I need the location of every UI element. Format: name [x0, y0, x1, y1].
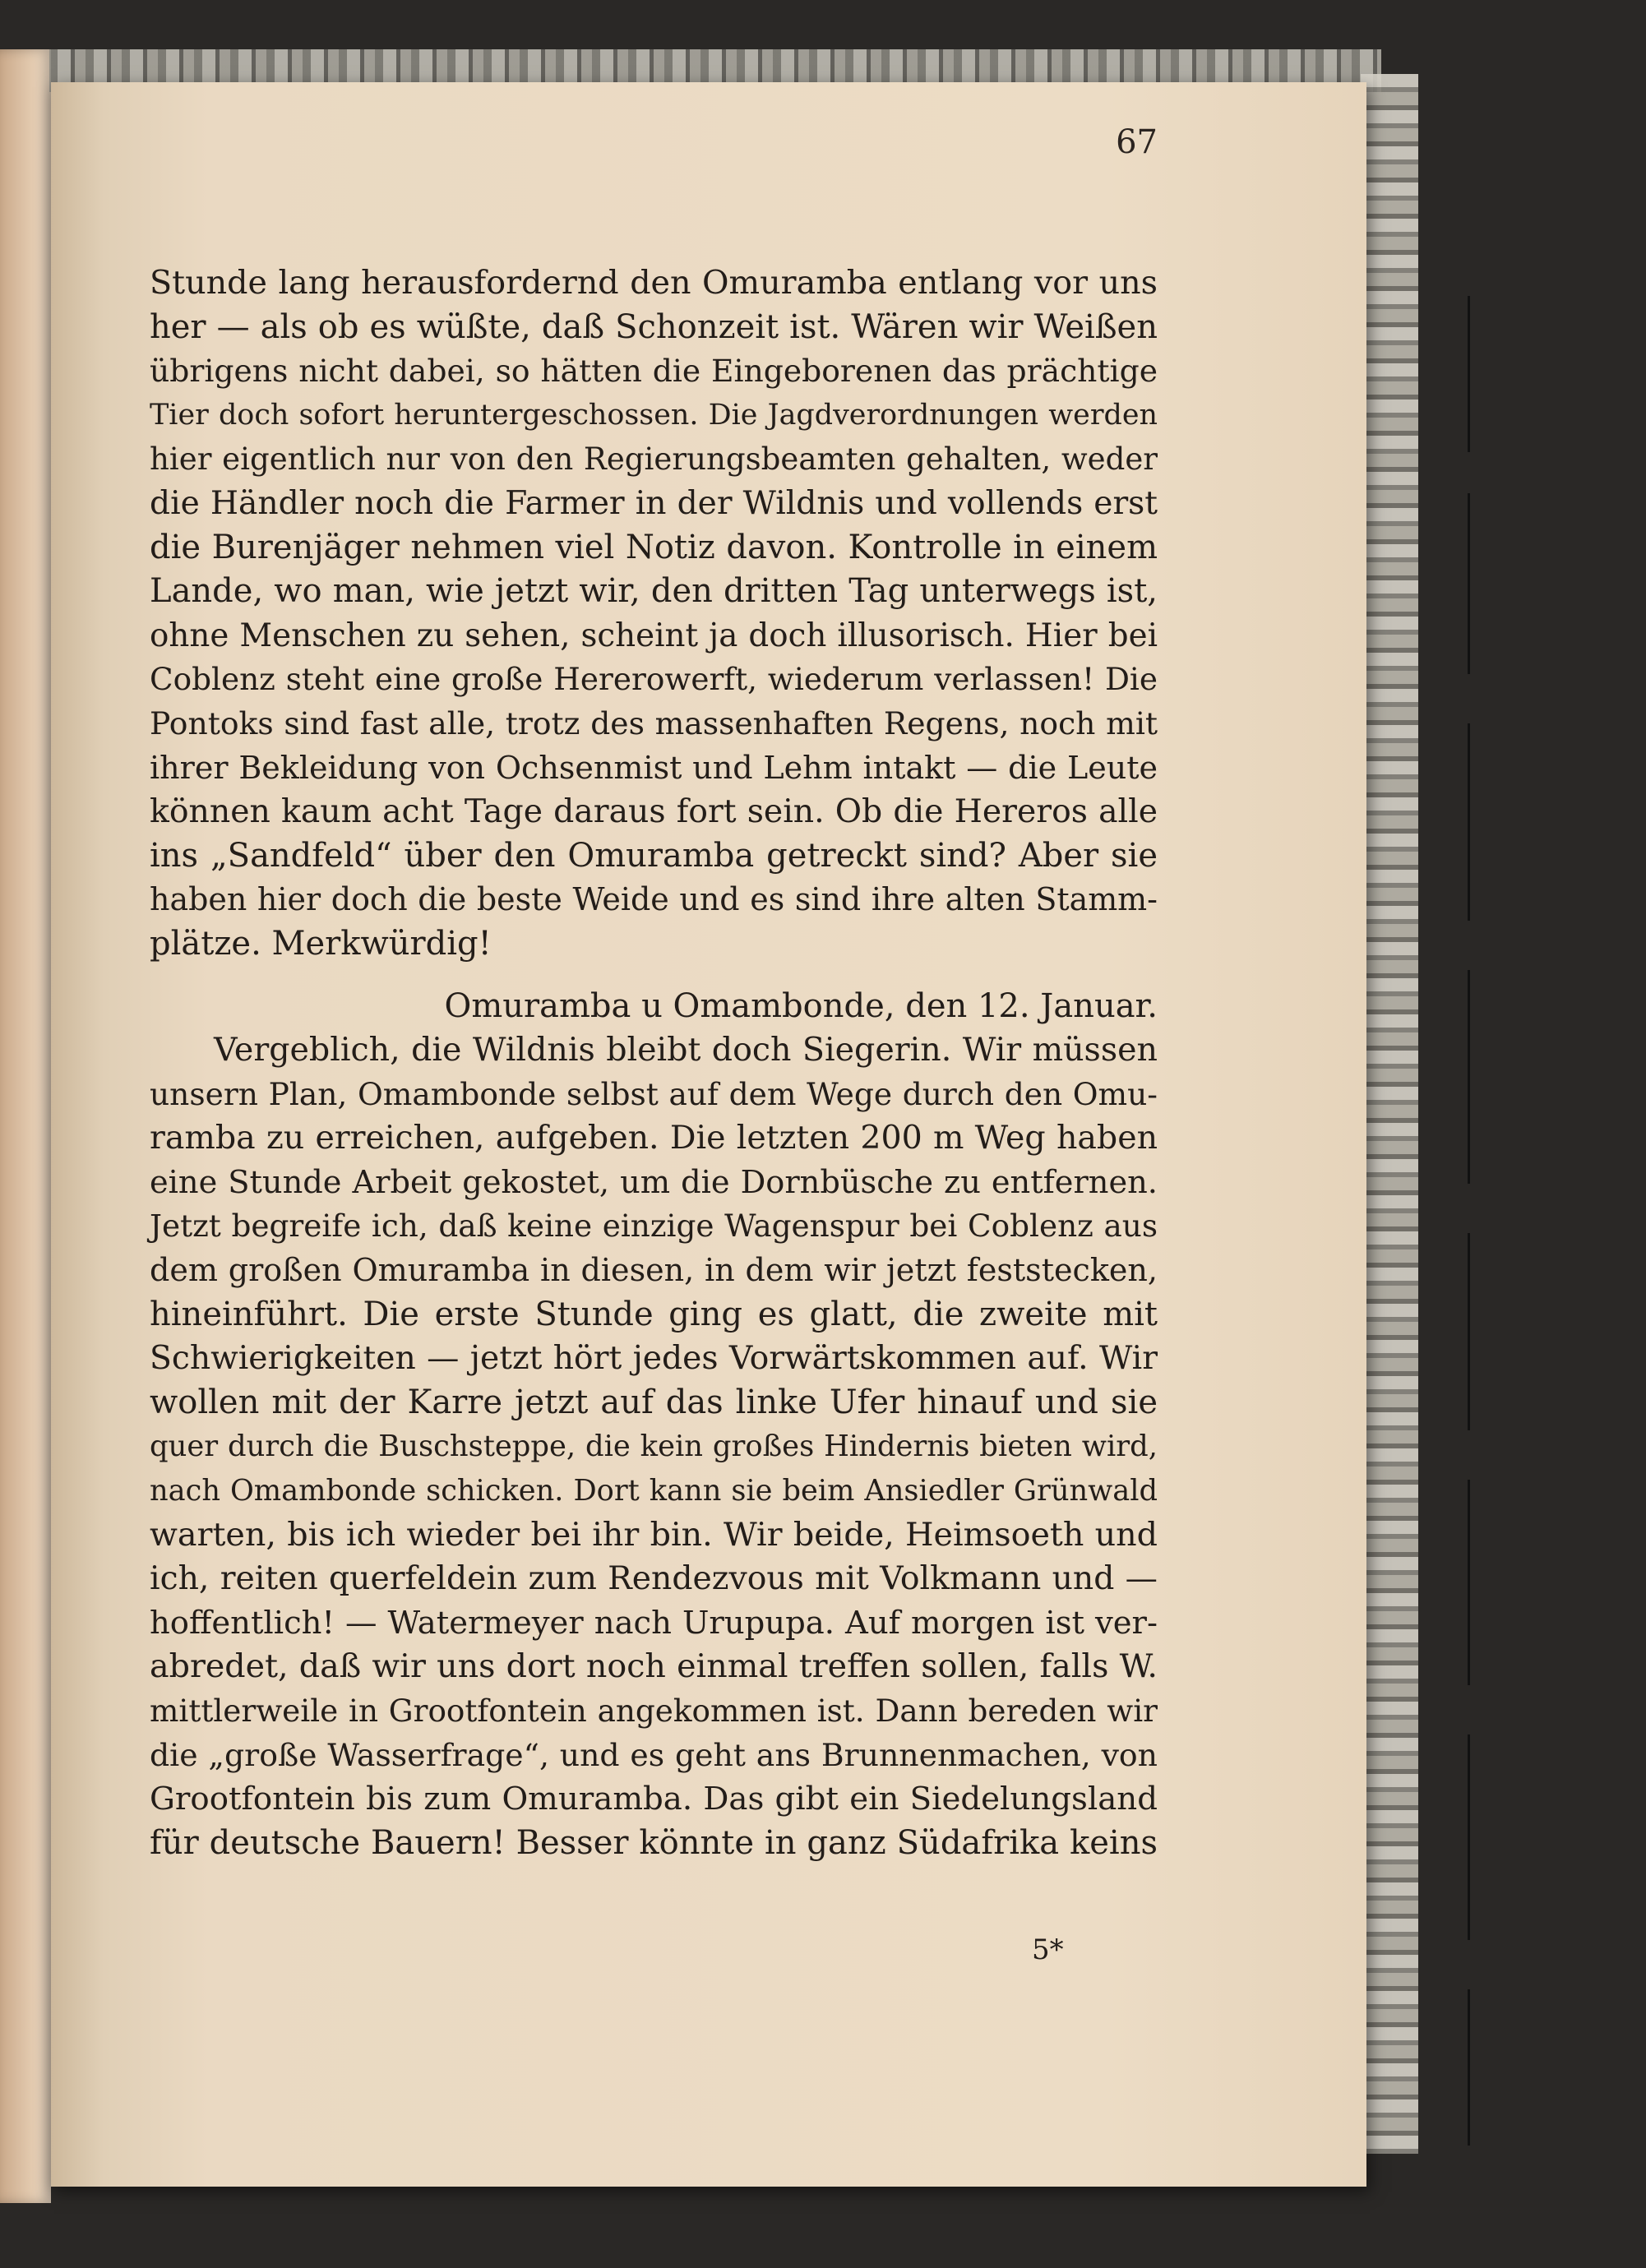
text-line: Jetzt begreife ich, daß keine einzige Wagenspur bei Coblenz aus: [150, 1208, 1158, 1245]
page-text: [150, 261, 1158, 1865]
text-line: Coblenz steht eine große Hererowerft, wiederum verlassen! Die: [150, 661, 1158, 698]
text-line: Tier doch sofort heruntergeschossen. Die Jagdverordnungen werden: [150, 398, 1158, 432]
text-line: ramba zu erreichen, aufgeben. Die letzten 200 m Weg haben: [150, 1119, 1158, 1157]
text-line: ich, reiten querfeldein zum Rendezvous mit Volkmann und —: [150, 1560, 1158, 1598]
text-line: Grootfontein bis zum Omuramba. Das gibt ein Siedelungsland: [150, 1781, 1158, 1818]
text-line: nach Omambonde schicken. Dort kann sie beim Ansiedler Grünwald: [150, 1474, 1158, 1508]
text-line: Pontoks sind fast alle, trotz des massenhaften Regens, noch mit: [150, 704, 1158, 741]
text-line: die Burenjäger nehmen viel Notiz davon. Kontrolle in einem: [150, 528, 1158, 566]
text-line: hoffentlich! — Watermeyer nach Urupupa. Auf morgen ist ver-: [150, 1604, 1158, 1642]
left-page-edge: [0, 49, 51, 2203]
text-line: plätze. Merkwürdig!: [150, 924, 492, 963]
book-spine-edge: [1361, 74, 1418, 2154]
text-line: warten, bis ich wieder bei ihr bin. Wir beide, Heimsoeth und: [150, 1515, 1158, 1554]
text-line: Vergeblich, die Wildnis bleibt doch Siegerin. Wir müssen: [214, 1031, 1158, 1069]
text-line: her — als ob es wüßte, daß Schonzeit ist. Wären wir Weißen: [150, 307, 1158, 346]
text-line: ihrer Bekleidung von Ochsenmist und Lehm intakt — die Leute: [150, 749, 1158, 786]
text-line: für deutsche Bauern! Besser könnte in ganz Südafrika keins: [150, 1823, 1158, 1862]
text-line: die „große Wasserfrage“, und es geht ans Brunnenmachen, von: [150, 1736, 1158, 1773]
text-line: Stunde lang herausfordernd den Omuramba entlang vor uns: [150, 264, 1158, 302]
text-line: übrigens nicht dabei, so hätten die Eingeborenen das prächtige: [150, 353, 1158, 390]
text-line: hineinführt. Die erste Stunde ging es glatt, die zweite mit: [150, 1295, 1158, 1333]
text-line: können kaum acht Tage daraus fort sein. Ob die Hereros alle: [150, 792, 1158, 831]
text-line: hier eigentlich nur von den Regierungsbeamten gehalten, weder: [150, 441, 1158, 478]
text-line: Schwierigkeiten — jetzt hört jedes Vorwärtskommen auf. Wir: [150, 1340, 1158, 1378]
dateline: Omuramba u Omambonde, den 12. Januar.: [444, 986, 1158, 1025]
text-line: ins „Sandfeld“ über den Omuramba getreckt sind? Aber sie: [150, 836, 1158, 875]
text-line: mittlerweile in Grootfontein angekommen ist. Dann bereden wir: [150, 1693, 1158, 1729]
text-line: abredet, daß wir uns dort noch einmal treffen sollen, falls W.: [150, 1647, 1158, 1686]
signature-mark: 5*: [1032, 1933, 1064, 1966]
paragraph-1: [150, 261, 1158, 967]
text-line: haben hier doch die beste Weide und es sind ihre alten Stamm-: [150, 881, 1158, 918]
page-number: 67: [1116, 123, 1158, 161]
text-line: wollen mit der Karre jetzt auf das linke Ufer hinauf und sie: [150, 1383, 1158, 1421]
text-line: eine Stunde Arbeit gekostet, um die Dornbüsche zu entfernen.: [150, 1163, 1158, 1201]
paragraph-2: [150, 1028, 1158, 1865]
text-line: die Händler noch die Farmer in der Wildnis und vollends erst: [150, 484, 1158, 522]
text-line: unsern Plan, Omambonde selbst auf dem Wege durch den Omu-: [150, 1075, 1158, 1112]
text-line: dem großen Omuramba in diesen, in dem wir jetzt feststecken,: [150, 1252, 1158, 1289]
background-board: [1463, 296, 1529, 2146]
text-line: ohne Menschen zu sehen, scheint ja doch illusorisch. Hier bei: [150, 617, 1158, 654]
text-line: Lande, wo man, wie jetzt wir, den dritten Tag unterwegs ist,: [150, 572, 1158, 611]
text-line: quer durch die Buschsteppe, die kein großes Hindernis bieten wird,: [150, 1430, 1158, 1464]
